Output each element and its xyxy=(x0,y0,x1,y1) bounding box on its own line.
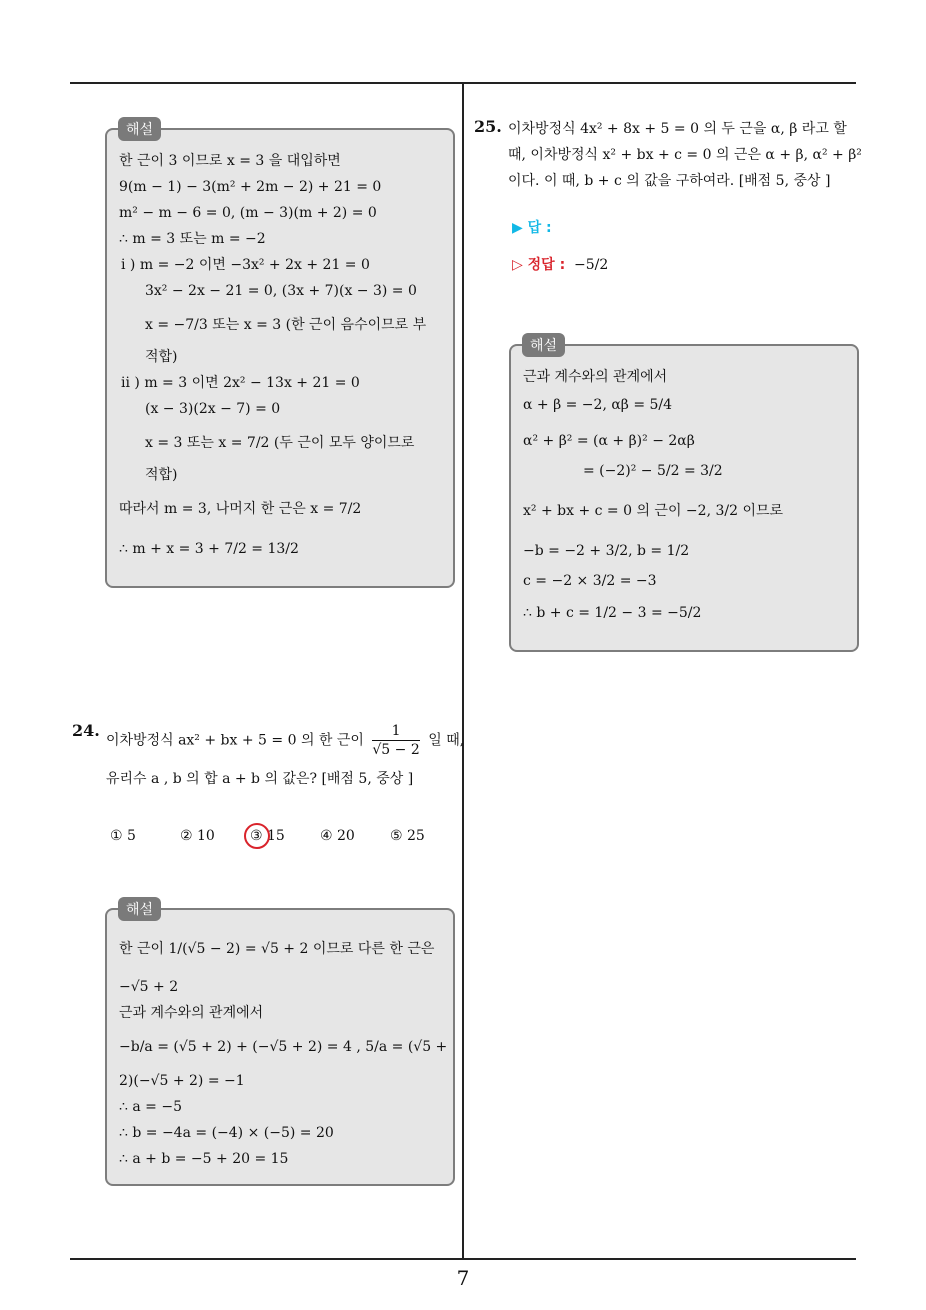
choice-1[interactable]: ① 5 xyxy=(110,828,136,844)
selected-answer-circle xyxy=(244,823,270,849)
solution-line: i ) m = −2 이면 −3x² + 2x + 21 = 0 xyxy=(121,257,370,273)
solution-line: ∴ b = −4a = (−4) × (−5) = 20 xyxy=(119,1125,334,1141)
solution-line: c = −2 × 3/2 = −3 xyxy=(523,573,657,589)
solution-line: 적합) xyxy=(145,467,178,483)
fraction xyxy=(372,722,419,759)
correct-answer-label-text: ▷ 정답 : xyxy=(512,257,566,273)
solution-line: ∴ b + c = 1/2 − 3 = −5/2 xyxy=(523,605,702,621)
prev-solution-box xyxy=(105,128,455,588)
correct-answer-value: −5/2 xyxy=(574,257,609,273)
solution-line: ∴ a = −5 xyxy=(119,1099,182,1115)
solution-line: ∴ m = 3 또는 m = −2 xyxy=(119,231,266,247)
choice-4[interactable]: ④ 20 xyxy=(320,828,355,844)
fraction-numerator: 1 xyxy=(372,722,419,741)
choice-2[interactable]: ② 10 xyxy=(180,828,215,844)
choice-3[interactable]: ③ 15 xyxy=(250,828,285,844)
question-text: 유리수 a , b 의 합 a + b 의 값은? [배점 5, 중상 ] xyxy=(106,771,414,787)
solution-line: −b/a = (√5 + 2) + (−√5 + 2) = 4 , 5/a = (√5 + xyxy=(119,1039,448,1055)
question-number: 25. xyxy=(474,117,502,136)
solution-line: ii ) m = 3 이면 2x² − 13x + 21 = 0 xyxy=(121,375,360,391)
solution-tag: 해설 xyxy=(118,897,161,921)
solution-line: 근과 계수와의 관계에서 xyxy=(119,1005,264,1021)
solution-line: x² + bx + c = 0 의 근이 −2, 3/2 이므로 xyxy=(523,503,784,519)
solution-line: −b = −2 + 3/2, b = 1/2 xyxy=(523,543,690,559)
bottom-rule xyxy=(70,1258,856,1260)
question-text: 때, 이차방정식 x² + bx + c = 0 의 근은 α + β, α² + β² xyxy=(508,147,862,163)
solution-line: 한 근이 1/(√5 − 2) = √5 + 2 이므로 다른 한 근은 xyxy=(119,941,435,957)
solution-line: 한 근이 3 이므로 x = 3 을 대입하면 xyxy=(119,153,341,169)
question-text-part: 이차방정식 ax² + bx + 5 = 0 의 한 근이 xyxy=(106,732,364,749)
solution-line: x = −7/3 또는 x = 3 (한 근이 음수이므로 부 xyxy=(145,317,427,333)
answer-label: ▶ 답 : xyxy=(512,220,552,236)
question-text-part: 일 때, xyxy=(428,732,465,749)
solution-line: 적합) xyxy=(145,349,178,365)
solution-line: 따라서 m = 3, 나머지 한 근은 x = 7/2 xyxy=(119,501,362,517)
question-number: 24. xyxy=(72,721,100,740)
fraction-denominator: √5 − 2 xyxy=(372,742,420,758)
solution-line: 근과 계수와의 관계에서 xyxy=(523,369,668,385)
solution-line: (x − 3)(2x − 7) = 0 xyxy=(145,401,281,417)
question-text: 이차방정식 4x² + 8x + 5 = 0 의 두 근을 α, β 라고 할 xyxy=(508,121,847,137)
solution-line: m² − m − 6 = 0, (m − 3)(m + 2) = 0 xyxy=(119,205,377,221)
solution-line: −√5 + 2 xyxy=(119,979,179,995)
solution-tag: 해설 xyxy=(522,333,565,357)
solution-line: x = 3 또는 x = 7/2 (두 근이 모두 양이므로 xyxy=(145,435,415,451)
page-number: 7 xyxy=(456,1266,470,1290)
solution-line: α + β = −2, αβ = 5/4 xyxy=(523,397,673,413)
solution-line: α² + β² = (α + β)² − 2αβ xyxy=(523,433,695,449)
solution-line: 3x² − 2x − 21 = 0, (3x + 7)(x − 3) = 0 xyxy=(145,283,417,299)
solution-tag: 해설 xyxy=(118,117,161,141)
correct-answer-label xyxy=(512,254,608,274)
solution-line: 2)(−√5 + 2) = −1 xyxy=(119,1073,245,1089)
column-divider xyxy=(462,82,464,1258)
solution-line: 9(m − 1) − 3(m² + 2m − 2) + 21 = 0 xyxy=(119,179,382,195)
solution-line: ∴ m + x = 3 + 7/2 = 13/2 xyxy=(119,541,299,557)
solution-line: = (−2)² − 5/2 = 3/2 xyxy=(583,463,723,479)
solution-line: ∴ a + b = −5 + 20 = 15 xyxy=(119,1151,289,1167)
question-text xyxy=(106,722,464,762)
q25-solution-box xyxy=(509,344,859,652)
q24-solution-box xyxy=(105,908,455,1186)
choice-5[interactable]: ⑤ 25 xyxy=(390,828,425,844)
question-text: 이다. 이 때, b + c 의 값을 구하여라. [배점 5, 중상 ] xyxy=(508,173,831,189)
